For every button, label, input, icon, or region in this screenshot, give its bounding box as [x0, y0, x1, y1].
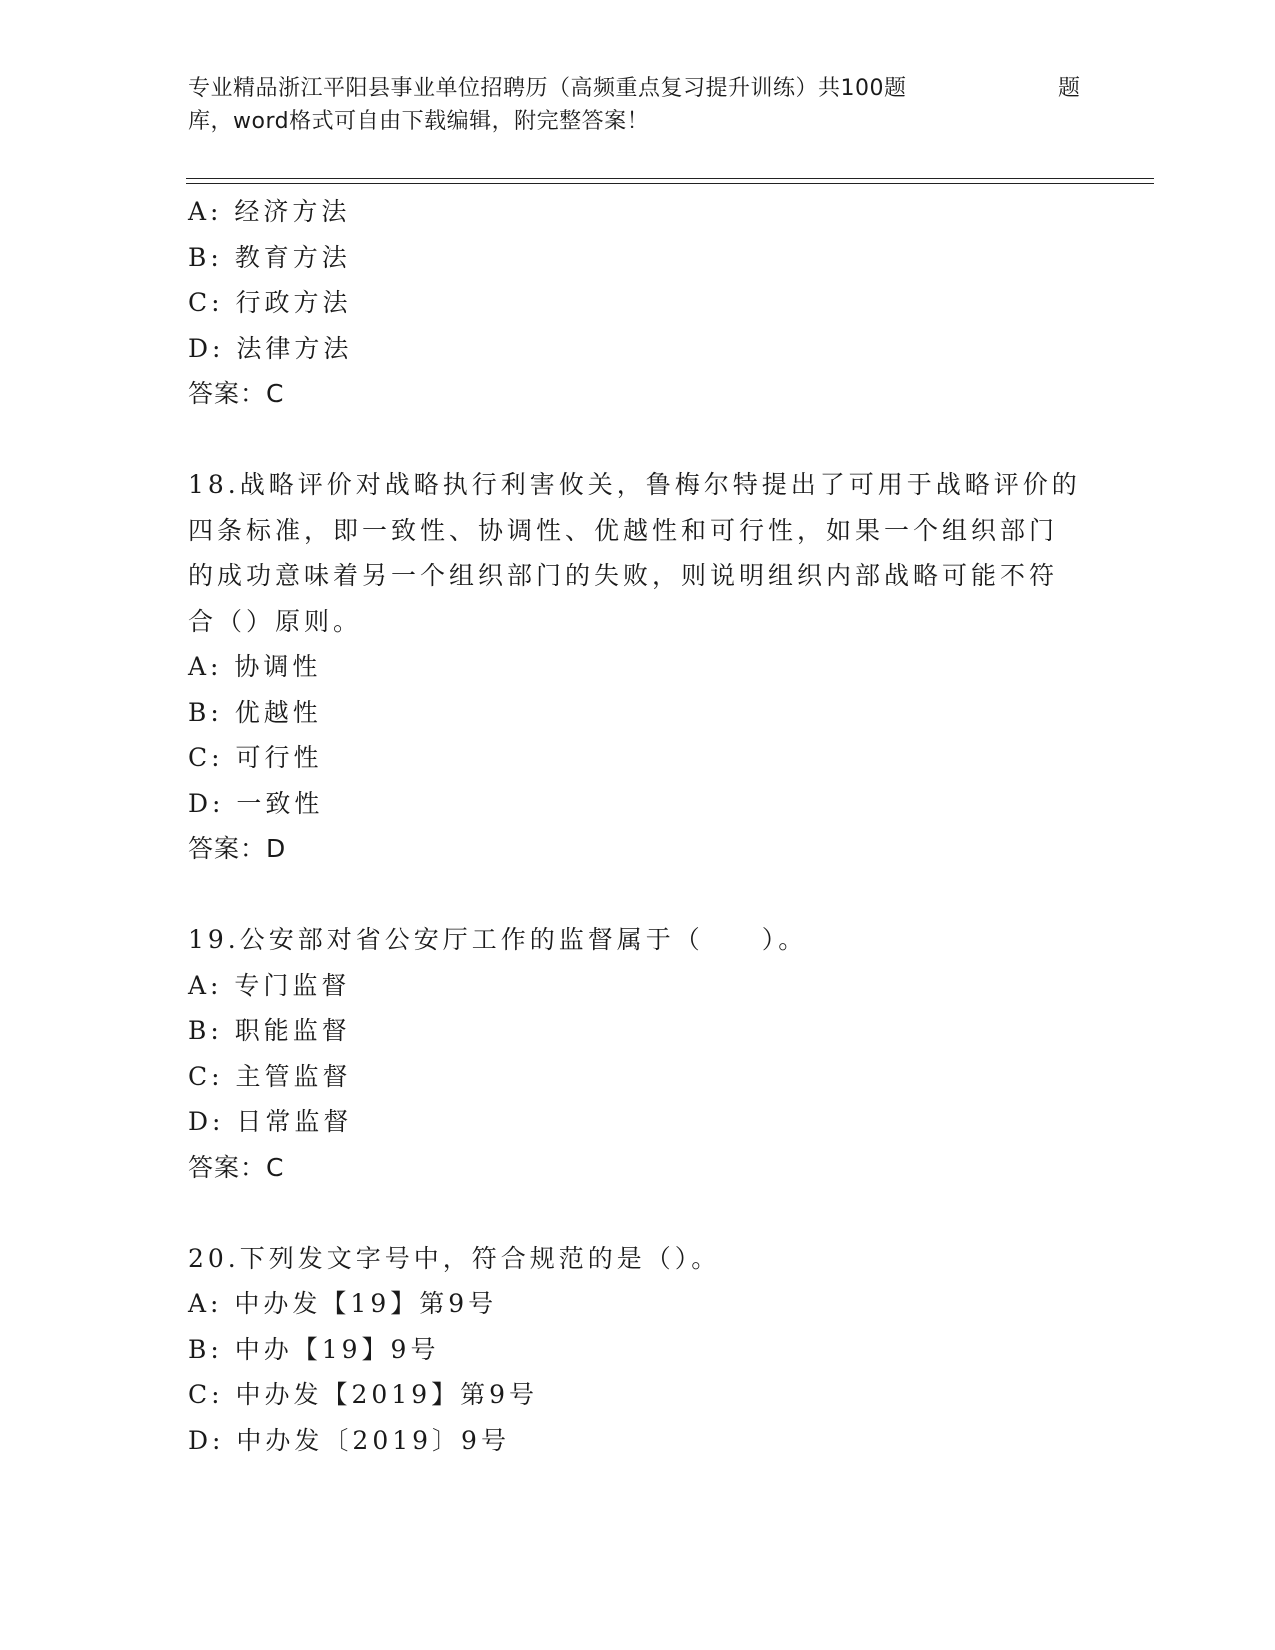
question-text-line: 的成功意味着另一个组织部门的失败，则说明组织内部战略可能不符 [188, 561, 1059, 590]
answer: 答案：D [188, 834, 287, 863]
header-line-2: 库，word格式可自由下载编辑，附完整答案！ [188, 109, 650, 134]
option-d: D: 法律方法 [188, 333, 353, 363]
document-header [188, 72, 1088, 138]
question-text-line: 19.公安部对省公安厅工作的监督属于（ ）。 [188, 925, 808, 954]
question-content [188, 189, 1088, 1463]
spacer [188, 1190, 1088, 1236]
option-c: C: 中办发【2019】第9号 [188, 1380, 539, 1409]
option-b: B: 教育方法 [188, 242, 351, 272]
header-line-1 [188, 72, 1088, 105]
option-d: D: 中办发〔2019〕9号 [188, 1425, 510, 1455]
question-20 [188, 1236, 1088, 1464]
option-a: A: 中办发【19】第9号 [188, 1289, 498, 1318]
question-text-line: 20.下列发文字号中，符合规范的是（）。 [188, 1243, 721, 1273]
question-18 [188, 462, 1088, 872]
option-b: B: 中办【19】9号 [188, 1334, 440, 1364]
question-text-line: 18.战略评价对战略执行利害攸关，鲁梅尔特提出了可用于战略评价的 [188, 470, 1081, 499]
option-b: B: 优越性 [188, 697, 322, 727]
question-19 [188, 917, 1088, 1190]
answer: 答案：C [188, 379, 285, 408]
option-a: A: 专门监督 [188, 970, 351, 1000]
question-text-line: 合（）原则。 [188, 606, 363, 636]
option-c: C: 可行性 [188, 743, 323, 772]
header-title-tail: 题 [1058, 76, 1081, 101]
option-c: C: 主管监督 [188, 1061, 352, 1091]
option-d: D: 一致性 [188, 788, 324, 818]
option-a: A: 经济方法 [188, 197, 351, 226]
header-divider-top [186, 178, 1154, 179]
option-a: A: 协调性 [188, 652, 322, 681]
option-c: C: 行政方法 [188, 288, 352, 317]
spacer [188, 872, 1088, 918]
option-b: B: 职能监督 [188, 1016, 351, 1045]
spacer [188, 417, 1088, 463]
question-17-tail [188, 189, 1088, 417]
answer: 答案：C [188, 1152, 285, 1182]
header-divider-bottom [186, 183, 1154, 184]
question-text-line: 四条标准，即一致性、协调性、优越性和可行性，如果一个组织部门 [188, 515, 1059, 545]
option-d: D: 日常监督 [188, 1107, 353, 1136]
header-title: 专业精品浙江平阳县事业单位招聘历（高频重点复习提升训练）共100题 [188, 76, 907, 101]
